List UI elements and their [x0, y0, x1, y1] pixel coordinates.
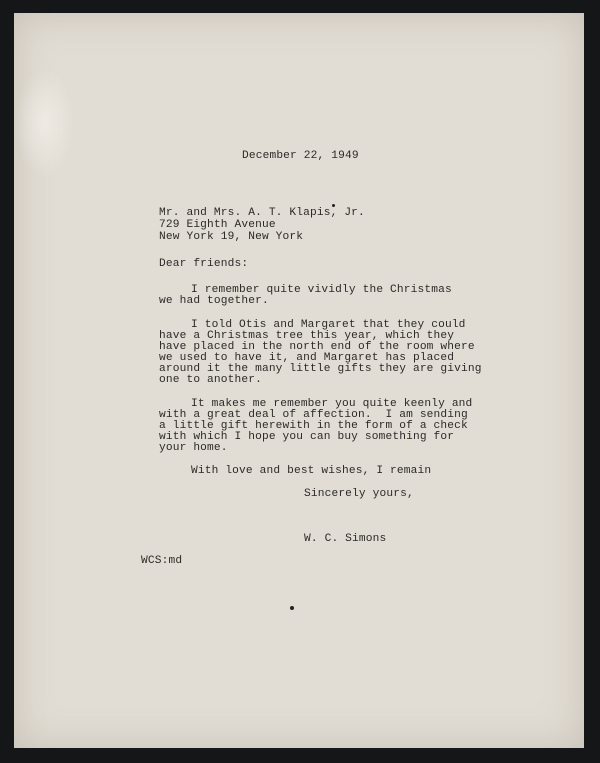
paragraph3-line: It makes me remember you quite keenly and [191, 398, 473, 410]
paper-smudge [14, 68, 74, 178]
paragraph2-line: have placed in the north end of the room where [159, 341, 475, 353]
paragraph1-line: we had together. [159, 295, 269, 307]
signature-name: W. C. Simons [304, 533, 387, 545]
paragraph2-line: have a Christmas tree this year, which they [159, 330, 455, 342]
complimentary-close: Sincerely yours, [304, 488, 414, 500]
closing-line: With love and best wishes, I remain [191, 465, 432, 477]
letter-date: December 22, 1949 [242, 150, 359, 162]
paragraph2-line: I told Otis and Margaret that they could [191, 319, 466, 331]
recipient-street: 729 Eighth Avenue [159, 219, 276, 231]
salutation: Dear friends: [159, 258, 249, 270]
reference-initials: WCS:md [141, 555, 183, 567]
paragraph1-line: I remember quite vividly the Christmas [191, 284, 452, 296]
paragraph3-line: with which I hope you can buy something for [159, 431, 455, 443]
paragraph2-line: one to another. [159, 374, 262, 386]
paragraph2-line: around it the many little gifts they are giving [159, 363, 482, 375]
paragraph3-line: with a great deal of affection. I am sending [159, 409, 468, 421]
paragraph3-line: a little gift herewith in the form of a check [159, 420, 468, 432]
hole-punch-mark [290, 606, 294, 610]
letter-page [14, 13, 584, 748]
paragraph2-line: we used to have it, and Margaret has placed [159, 352, 455, 364]
recipient-city: New York 19, New York [159, 231, 304, 243]
paragraph3-line: your home. [159, 442, 228, 454]
recipient-name: Mr. and Mrs. A. T. Klapis, Jr. [159, 207, 365, 219]
